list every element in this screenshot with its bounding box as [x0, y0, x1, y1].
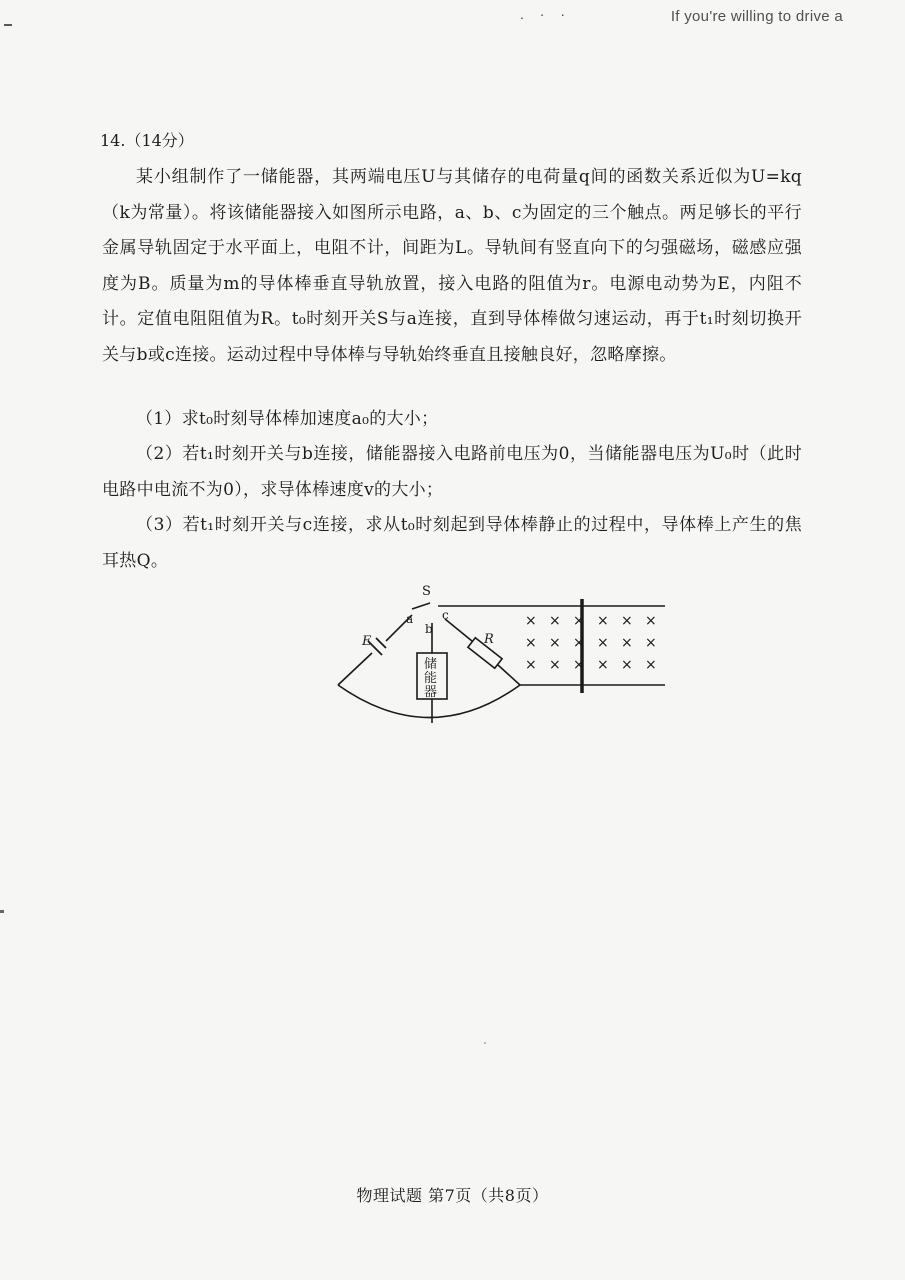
resistor-wire-lower	[498, 665, 520, 685]
field-cross-mark: ×	[597, 635, 609, 651]
field-cross-mark: ×	[573, 657, 585, 673]
switch-label: S	[422, 584, 431, 599]
resistor-wire-upper	[445, 619, 472, 641]
field-cross-mark: ×	[573, 635, 585, 651]
sub-question-3: （3）若t₁时刻开关与c连接，求从t₀时刻起到导体棒静止的过程中，导体棒上产生的焦耳热Q。	[102, 515, 802, 571]
field-cross-mark: ×	[549, 635, 561, 651]
field-cross-mark: ×	[525, 613, 537, 629]
field-cross-mark: ×	[549, 657, 561, 673]
sub-question-2: （2）若t₁时刻开关与b连接，储能器接入电路前电压为0，当储能器电压为U₀时（此时电路中电流不为0），求导体棒速度v的大小；	[102, 444, 802, 500]
field-cross-mark: ×	[549, 613, 561, 629]
scan-edge-mark	[4, 24, 12, 26]
field-cross-mark: ×	[645, 657, 657, 673]
page-footer: 物理试题 第7页（共8页）	[356, 1186, 549, 1205]
field-cross-mark: ×	[621, 613, 633, 629]
emf-wire-lower	[338, 653, 372, 685]
circuit-diagram	[320, 575, 680, 735]
field-cross-mark: ×	[645, 613, 657, 629]
storage-label-2: 能	[424, 671, 438, 686]
emf-plate-short	[376, 638, 386, 648]
scan-speck	[484, 1042, 486, 1044]
emf-label: E	[362, 634, 372, 649]
field-cross-mark: ×	[597, 613, 609, 629]
switch-blade	[412, 603, 430, 609]
field-cross-mark: ×	[573, 613, 585, 629]
contact-b-label: b	[425, 622, 433, 636]
question-number: 14.（14分）	[100, 131, 194, 150]
bleed-through-dots: . · ·	[520, 6, 571, 22]
storage-label-1: 储	[424, 657, 438, 672]
magnetic-field-marks	[525, 613, 657, 673]
field-cross-mark: ×	[621, 635, 633, 651]
field-cross-mark: ×	[597, 657, 609, 673]
contact-a-label: a	[406, 612, 414, 626]
field-cross-mark: ×	[525, 657, 537, 673]
resistor-label: R	[484, 632, 494, 647]
sub-question-1: （1）求t₀时刻导体棒加速度a₀的大小；	[136, 409, 439, 429]
question-stem: 某小组制作了一储能器，其两端电压U与其储存的电荷量q间的函数关系近似为U=kq（k为常量）。将该储能器接入如图所示电路，a、b、c为固定的三个触点。两足够长的平行金属导轨固定于水平面上，电阻不计，间距为L。导轨间有竖直向下的匀强磁场，磁感应强度为B。质量为m的导体棒垂直导轨放置，接入电路的阻值为r。电源电动势为E，内阻不计。定值电阻阻值为R。t₀时刻开关S与a连接，直到导体棒做匀速运动，再于t₁时刻切换开关与b或c连接。运动过程中导体棒与导轨始终垂直且接触良好，忽略摩擦。	[102, 167, 802, 365]
bleed-through-text: If you're willing to drive a	[670, 8, 843, 25]
field-cross-mark: ×	[525, 635, 537, 651]
storage-label-3: 器	[424, 685, 438, 700]
field-cross-mark: ×	[621, 657, 633, 673]
contact-c-label: c	[442, 608, 449, 622]
scan-edge-mark	[0, 910, 4, 913]
field-cross-mark: ×	[645, 635, 657, 651]
